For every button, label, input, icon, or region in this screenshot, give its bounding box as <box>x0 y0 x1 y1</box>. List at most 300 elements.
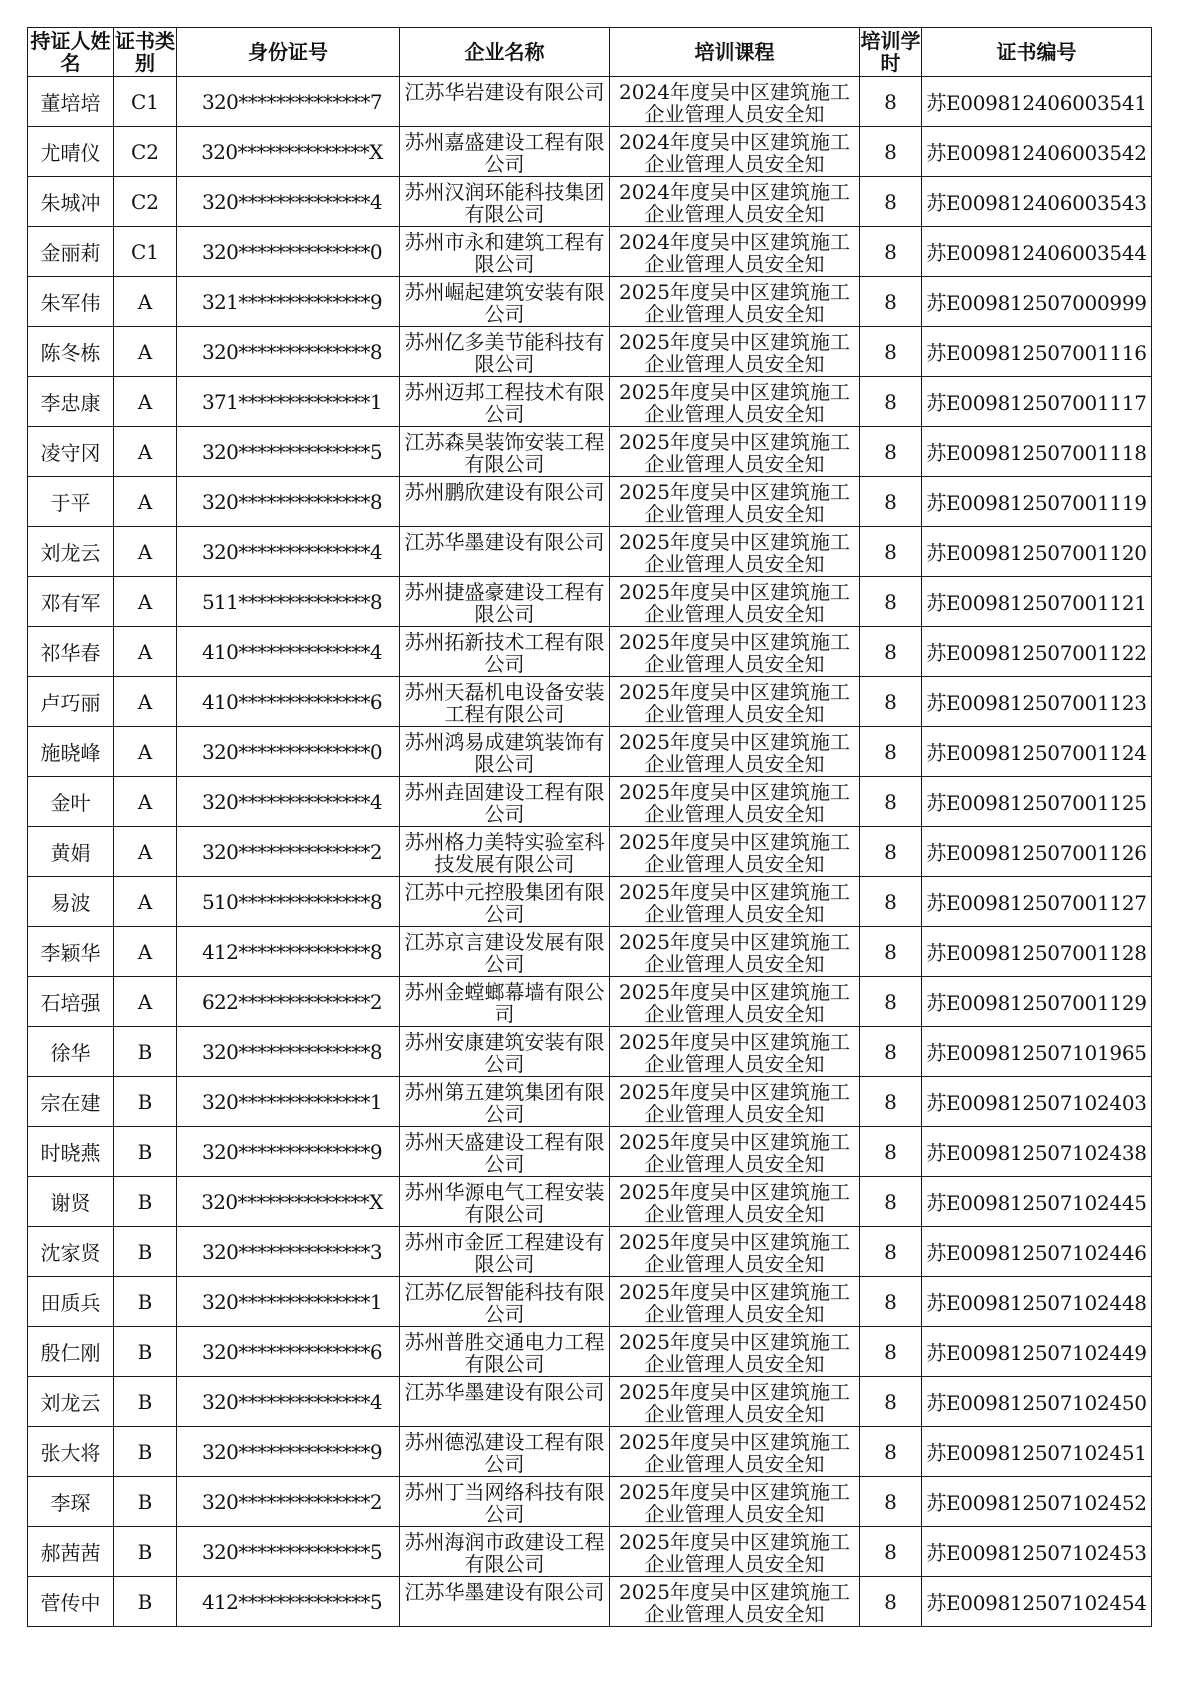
cell-hours: 8 <box>860 477 922 527</box>
cell-hours: 8 <box>860 77 922 127</box>
cell-name: 李颖华 <box>28 927 114 977</box>
cell-company-text: 江苏华墨建设有限公司 <box>404 530 605 554</box>
cell-cert-class: B <box>114 1327 177 1377</box>
cell-hours: 8 <box>860 1377 922 1427</box>
cell-company <box>400 627 610 677</box>
cell-hours: 8 <box>860 1527 922 1577</box>
cell-cert-class: A <box>114 627 177 677</box>
cell-id-number: 320**************9 <box>177 1427 400 1477</box>
cell-name: 朱军伟 <box>28 277 114 327</box>
header-row <box>28 28 1152 77</box>
cell-course-text: 2025年度吴中区建筑施工企业管理人员安全知 <box>619 1430 850 1475</box>
cell-hours: 8 <box>860 677 922 727</box>
table-row <box>28 1227 1152 1277</box>
table-row <box>28 1327 1152 1377</box>
cell-company-text: 苏州德泓建设工程有限公司 <box>404 1430 605 1475</box>
cell-course <box>610 127 860 177</box>
cell-id-number: 320**************X <box>177 127 400 177</box>
cell-course-text: 2025年度吴中区建筑施工企业管理人员安全知 <box>619 980 850 1025</box>
table-row <box>28 177 1152 227</box>
cell-id-number: 320**************2 <box>177 1477 400 1527</box>
cell-id-number: 320**************4 <box>177 527 400 577</box>
cell-cert-class: C2 <box>114 177 177 227</box>
cell-course-text: 2025年度吴中区建筑施工企业管理人员安全知 <box>619 780 850 825</box>
cell-cert-class: A <box>114 927 177 977</box>
cell-company-text: 苏州鸿易成建筑装饰有限公司 <box>404 730 605 775</box>
header-id-number: 身份证号 <box>177 28 400 77</box>
cell-company <box>400 1227 610 1277</box>
cell-company <box>400 1527 610 1577</box>
cell-company <box>400 577 610 627</box>
cell-name: 徐华 <box>28 1027 114 1077</box>
table-row <box>28 877 1152 927</box>
cell-company-text: 江苏华岩建设有限公司 <box>404 80 605 104</box>
cell-id-number: 320**************0 <box>177 227 400 277</box>
cell-name: 李琛 <box>28 1477 114 1527</box>
cell-course-text: 2025年度吴中区建筑施工企业管理人员安全知 <box>619 630 850 675</box>
cell-course-text: 2025年度吴中区建筑施工企业管理人员安全知 <box>619 1330 850 1375</box>
cell-cert-no: 苏E009812507102450 <box>922 1377 1152 1427</box>
cell-name: 刘龙云 <box>28 1377 114 1427</box>
cell-id-number: 320**************4 <box>177 777 400 827</box>
cell-id-number: 320**************4 <box>177 177 400 227</box>
cell-cert-no: 苏E009812507102453 <box>922 1527 1152 1577</box>
cell-cert-no: 苏E009812507102448 <box>922 1277 1152 1327</box>
cell-course-text: 2025年度吴中区建筑施工企业管理人员安全知 <box>619 1530 850 1575</box>
table-row <box>28 477 1152 527</box>
cell-company <box>400 777 610 827</box>
cell-course-text: 2024年度吴中区建筑施工企业管理人员安全知 <box>619 180 850 225</box>
cell-company <box>400 977 610 1027</box>
cell-course-text: 2025年度吴中区建筑施工企业管理人员安全知 <box>619 280 850 325</box>
cell-cert-class: B <box>114 1177 177 1227</box>
cell-cert-class: B <box>114 1027 177 1077</box>
cell-cert-class: B <box>114 1277 177 1327</box>
cell-cert-class: C1 <box>114 77 177 127</box>
cell-company-text: 江苏亿辰智能科技有限公司 <box>404 1280 605 1325</box>
cell-hours: 8 <box>860 127 922 177</box>
cell-name: 邓有军 <box>28 577 114 627</box>
cell-hours: 8 <box>860 1327 922 1377</box>
cell-course <box>610 527 860 577</box>
cell-cert-class: C1 <box>114 227 177 277</box>
cell-name: 黄娟 <box>28 827 114 877</box>
cell-cert-class: B <box>114 1377 177 1427</box>
cell-cert-no: 苏E009812507001120 <box>922 527 1152 577</box>
cell-id-number: 412**************8 <box>177 927 400 977</box>
table-row <box>28 827 1152 877</box>
cell-name: 施晓峰 <box>28 727 114 777</box>
cell-course <box>610 1027 860 1077</box>
table-row <box>28 527 1152 577</box>
cell-course <box>610 1227 860 1277</box>
cell-company <box>400 1377 610 1427</box>
cell-hours: 8 <box>860 277 922 327</box>
cell-cert-no: 苏E009812507001122 <box>922 627 1152 677</box>
cell-course-text: 2025年度吴中区建筑施工企业管理人员安全知 <box>619 930 850 975</box>
cell-company-text: 苏州拓新技术工程有限公司 <box>404 630 605 675</box>
cell-company <box>400 927 610 977</box>
cell-company-text: 苏州华源电气工程安装有限公司 <box>404 1180 605 1225</box>
cell-course-text: 2025年度吴中区建筑施工企业管理人员安全知 <box>619 1280 850 1325</box>
table-row <box>28 777 1152 827</box>
cell-course <box>610 1577 860 1627</box>
cell-course <box>610 1277 860 1327</box>
cell-company <box>400 677 610 727</box>
cell-cert-class: B <box>114 1527 177 1577</box>
cell-name: 易波 <box>28 877 114 927</box>
cell-company-text: 苏州嘉盛建设工程有限公司 <box>404 130 605 175</box>
cell-id-number: 320**************7 <box>177 77 400 127</box>
cell-id-number: 510**************8 <box>177 877 400 927</box>
cell-company-text: 苏州海润市政建设工程有限公司 <box>404 1530 605 1575</box>
cell-name: 董培培 <box>28 77 114 127</box>
cell-company-text: 苏州鹏欣建设有限公司 <box>404 480 605 504</box>
cell-company <box>400 827 610 877</box>
cell-cert-no: 苏E009812507102438 <box>922 1127 1152 1177</box>
cell-company <box>400 377 610 427</box>
cell-company-text: 江苏森昊装饰安装工程有限公司 <box>404 430 605 475</box>
cell-company <box>400 477 610 527</box>
table-row <box>28 277 1152 327</box>
cell-course <box>610 627 860 677</box>
cell-cert-no: 苏E009812406003543 <box>922 177 1152 227</box>
cell-company-text: 苏州安康建筑安装有限公司 <box>404 1030 605 1075</box>
cell-name: 谢贤 <box>28 1177 114 1227</box>
cell-company <box>400 77 610 127</box>
header-cert-class: 证书类别 <box>115 29 175 75</box>
cell-company-text: 苏州亿多美节能科技有限公司 <box>404 330 605 375</box>
cell-company-text: 江苏京言建设发展有限公司 <box>404 930 605 975</box>
cell-company <box>400 1127 610 1177</box>
cell-cert-no: 苏E009812406003544 <box>922 227 1152 277</box>
cell-cert-no: 苏E009812507001125 <box>922 777 1152 827</box>
cell-cert-class: B <box>114 1477 177 1527</box>
cell-name: 卢巧丽 <box>28 677 114 727</box>
cell-cert-class: A <box>114 777 177 827</box>
cell-course <box>610 1127 860 1177</box>
cell-company <box>400 1277 610 1327</box>
table-row <box>28 1377 1152 1427</box>
cell-name: 于平 <box>28 477 114 527</box>
cell-hours: 8 <box>860 227 922 277</box>
table-row <box>28 1077 1152 1127</box>
table-row <box>28 1477 1152 1527</box>
header-hours: 培训学时 <box>860 29 921 75</box>
cell-course-text: 2024年度吴中区建筑施工企业管理人员安全知 <box>619 80 850 125</box>
cell-name: 石培强 <box>28 977 114 1027</box>
cell-name: 张大将 <box>28 1427 114 1477</box>
cell-course <box>610 1327 860 1377</box>
cell-id-number: 320**************9 <box>177 1127 400 1177</box>
cell-course-text: 2025年度吴中区建筑施工企业管理人员安全知 <box>619 580 850 625</box>
table-row <box>28 377 1152 427</box>
cell-course <box>610 1377 860 1427</box>
cell-course <box>610 77 860 127</box>
cell-cert-no: 苏E009812406003541 <box>922 77 1152 127</box>
cell-cert-no: 苏E009812507102452 <box>922 1477 1152 1527</box>
header-name: 持证人姓名 <box>28 28 114 77</box>
cell-company-text: 苏州丁当网络科技有限公司 <box>404 1480 605 1525</box>
table-row <box>28 627 1152 677</box>
cell-id-number: 320**************X <box>177 1177 400 1227</box>
cell-course <box>610 1177 860 1227</box>
cell-cert-no: 苏E009812507001117 <box>922 377 1152 427</box>
cell-company <box>400 877 610 927</box>
cell-hours: 8 <box>860 1177 922 1227</box>
cell-hours: 8 <box>860 977 922 1027</box>
cell-hours: 8 <box>860 1127 922 1177</box>
cell-cert-class: A <box>114 727 177 777</box>
cell-hours: 8 <box>860 177 922 227</box>
cell-id-number: 320**************1 <box>177 1277 400 1327</box>
table-body <box>28 77 1152 1627</box>
table-row <box>28 1427 1152 1477</box>
cell-course <box>610 327 860 377</box>
table-row <box>28 677 1152 727</box>
cell-hours: 8 <box>860 577 922 627</box>
cell-course-text: 2025年度吴中区建筑施工企业管理人员安全知 <box>619 1180 850 1225</box>
cell-id-number: 371**************1 <box>177 377 400 427</box>
cell-company <box>400 527 610 577</box>
cell-course <box>610 977 860 1027</box>
cell-company <box>400 1577 610 1627</box>
cell-course-text: 2025年度吴中区建筑施工企业管理人员安全知 <box>619 530 850 575</box>
table-row <box>28 1127 1152 1177</box>
cell-id-number: 412**************5 <box>177 1577 400 1627</box>
cell-course-text: 2025年度吴中区建筑施工企业管理人员安全知 <box>619 1380 850 1425</box>
cell-company-text: 苏州金螳螂幕墙有限公司 <box>404 980 605 1025</box>
cell-id-number: 320**************5 <box>177 1527 400 1577</box>
cell-company <box>400 277 610 327</box>
cell-hours: 8 <box>860 1227 922 1277</box>
cell-company-text: 苏州格力美特实验室科技发展有限公司 <box>404 830 605 875</box>
cell-hours: 8 <box>860 727 922 777</box>
cell-cert-no: 苏E009812507001118 <box>922 427 1152 477</box>
cell-course <box>610 827 860 877</box>
cell-company <box>400 1077 610 1127</box>
cell-course <box>610 477 860 527</box>
cell-id-number: 320**************1 <box>177 1077 400 1127</box>
cell-course-text: 2025年度吴中区建筑施工企业管理人员安全知 <box>619 830 850 875</box>
cell-cert-class: C2 <box>114 127 177 177</box>
cell-course-text: 2025年度吴中区建筑施工企业管理人员安全知 <box>619 1130 850 1175</box>
cell-company <box>400 1177 610 1227</box>
cell-cert-no: 苏E009812507102449 <box>922 1327 1152 1377</box>
cell-cert-class: A <box>114 677 177 727</box>
cell-cert-no: 苏E009812507001116 <box>922 327 1152 377</box>
cell-company <box>400 1477 610 1527</box>
cell-company <box>400 1327 610 1377</box>
cell-company-text: 江苏华墨建设有限公司 <box>404 1380 605 1404</box>
header-company: 企业名称 <box>400 28 610 77</box>
cell-course <box>610 427 860 477</box>
cell-course <box>610 727 860 777</box>
cell-course <box>610 927 860 977</box>
cell-course <box>610 677 860 727</box>
table-row <box>28 727 1152 777</box>
cell-company <box>400 427 610 477</box>
cell-cert-no: 苏E009812507001121 <box>922 577 1152 627</box>
cell-cert-class: A <box>114 427 177 477</box>
cell-name: 凌守冈 <box>28 427 114 477</box>
cell-name: 祁华春 <box>28 627 114 677</box>
cell-id-number: 320**************2 <box>177 827 400 877</box>
cell-name: 尤晴仪 <box>28 127 114 177</box>
cell-company-text: 苏州第五建筑集团有限公司 <box>404 1080 605 1125</box>
cell-company-text: 苏州垚固建设工程有限公司 <box>404 780 605 825</box>
cell-cert-class: B <box>114 1127 177 1177</box>
cell-name: 沈家贤 <box>28 1227 114 1277</box>
cell-name: 郝茜茜 <box>28 1527 114 1577</box>
table-row <box>28 1027 1152 1077</box>
cell-cert-class: B <box>114 1077 177 1127</box>
cell-company-text: 苏州普胜交通电力工程有限公司 <box>404 1330 605 1375</box>
cell-cert-no: 苏E009812507001129 <box>922 977 1152 1027</box>
cell-name: 田质兵 <box>28 1277 114 1327</box>
header-course: 培训课程 <box>610 28 860 77</box>
cell-hours: 8 <box>860 827 922 877</box>
cell-hours: 8 <box>860 377 922 427</box>
cell-company-text: 苏州天磊机电设备安装工程有限公司 <box>404 680 605 725</box>
cell-cert-no: 苏E009812507001119 <box>922 477 1152 527</box>
cell-company <box>400 1427 610 1477</box>
cell-id-number: 321**************9 <box>177 277 400 327</box>
cell-id-number: 320**************6 <box>177 1327 400 1377</box>
cell-name: 陈冬栋 <box>28 327 114 377</box>
cell-name: 金丽莉 <box>28 227 114 277</box>
cell-id-number: 410**************6 <box>177 677 400 727</box>
cell-course <box>610 1427 860 1477</box>
cell-course <box>610 227 860 277</box>
cell-company <box>400 127 610 177</box>
table-row <box>28 127 1152 177</box>
cell-company <box>400 177 610 227</box>
cell-course-text: 2025年度吴中区建筑施工企业管理人员安全知 <box>619 680 850 725</box>
cell-name: 时晓燕 <box>28 1127 114 1177</box>
table-row <box>28 577 1152 627</box>
cell-id-number: 320**************8 <box>177 477 400 527</box>
cell-cert-no: 苏E009812507001124 <box>922 727 1152 777</box>
cell-hours: 8 <box>860 1577 922 1627</box>
table-row <box>28 1277 1152 1327</box>
cell-name: 宗在建 <box>28 1077 114 1127</box>
table-row <box>28 1527 1152 1577</box>
cell-cert-no: 苏E009812507101965 <box>922 1027 1152 1077</box>
cell-hours: 8 <box>860 1027 922 1077</box>
cell-hours: 8 <box>860 877 922 927</box>
cell-cert-no: 苏E009812507102454 <box>922 1577 1152 1627</box>
cell-course <box>610 1527 860 1577</box>
cell-cert-class: A <box>114 277 177 327</box>
cell-cert-no: 苏E009812507102403 <box>922 1077 1152 1127</box>
table-header <box>28 28 1152 77</box>
cell-hours: 8 <box>860 1427 922 1477</box>
cell-hours: 8 <box>860 1277 922 1327</box>
cell-course <box>610 277 860 327</box>
cell-course-text: 2025年度吴中区建筑施工企业管理人员安全知 <box>619 430 850 475</box>
cell-cert-class: A <box>114 327 177 377</box>
table-row <box>28 977 1152 1027</box>
cell-id-number: 320**************3 <box>177 1227 400 1277</box>
cell-cert-no: 苏E009812507001128 <box>922 927 1152 977</box>
cell-company-text: 苏州崛起建筑安装有限公司 <box>404 280 605 325</box>
cell-cert-class: A <box>114 527 177 577</box>
cell-course <box>610 877 860 927</box>
cell-cert-no: 苏E009812406003542 <box>922 127 1152 177</box>
cell-cert-class: A <box>114 977 177 1027</box>
cell-company-text: 江苏中元控股集团有限公司 <box>404 880 605 925</box>
cell-hours: 8 <box>860 777 922 827</box>
cell-hours: 8 <box>860 327 922 377</box>
cell-company-text: 苏州捷盛豪建设工程有限公司 <box>404 580 605 625</box>
cell-cert-class: A <box>114 877 177 927</box>
cell-course-text: 2025年度吴中区建筑施工企业管理人员安全知 <box>619 1030 850 1075</box>
cell-course-text: 2025年度吴中区建筑施工企业管理人员安全知 <box>619 480 850 525</box>
cell-course-text: 2025年度吴中区建筑施工企业管理人员安全知 <box>619 1080 850 1125</box>
cell-company-text: 苏州天盛建设工程有限公司 <box>404 1130 605 1175</box>
cell-company <box>400 727 610 777</box>
table-row <box>28 427 1152 477</box>
cell-id-number: 622**************2 <box>177 977 400 1027</box>
cell-course-text: 2024年度吴中区建筑施工企业管理人员安全知 <box>619 230 850 275</box>
cell-cert-no: 苏E009812507102445 <box>922 1177 1152 1227</box>
table-row <box>28 327 1152 377</box>
cell-name: 朱城冲 <box>28 177 114 227</box>
cell-cert-class: A <box>114 827 177 877</box>
table-row <box>28 1577 1152 1627</box>
cell-cert-no: 苏E009812507102446 <box>922 1227 1152 1277</box>
cell-cert-no: 苏E009812507001126 <box>922 827 1152 877</box>
cell-name: 金叶 <box>28 777 114 827</box>
cell-course <box>610 1477 860 1527</box>
cell-hours: 8 <box>860 1477 922 1527</box>
cell-cert-class: B <box>114 1577 177 1627</box>
cell-course-text: 2025年度吴中区建筑施工企业管理人员安全知 <box>619 1480 850 1525</box>
cell-company-text: 苏州市金匠工程建设有限公司 <box>404 1230 605 1275</box>
cell-cert-no: 苏E009812507001123 <box>922 677 1152 727</box>
cell-cert-no: 苏E009812507001127 <box>922 877 1152 927</box>
cell-cert-class: B <box>114 1427 177 1477</box>
cell-cert-no: 苏E009812507000999 <box>922 277 1152 327</box>
cell-course <box>610 777 860 827</box>
cell-cert-no: 苏E009812507102451 <box>922 1427 1152 1477</box>
cell-cert-class: A <box>114 477 177 527</box>
cell-hours: 8 <box>860 1077 922 1127</box>
table-row <box>28 77 1152 127</box>
cell-course <box>610 177 860 227</box>
cell-hours: 8 <box>860 527 922 577</box>
cell-id-number: 511**************8 <box>177 577 400 627</box>
cell-hours: 8 <box>860 927 922 977</box>
cell-company <box>400 327 610 377</box>
cell-id-number: 320**************5 <box>177 427 400 477</box>
cell-id-number: 320**************8 <box>177 1027 400 1077</box>
cell-course <box>610 577 860 627</box>
table-row <box>28 927 1152 977</box>
cell-cert-class: A <box>114 377 177 427</box>
cell-id-number: 320**************4 <box>177 1377 400 1427</box>
cell-name: 刘龙云 <box>28 527 114 577</box>
cell-name: 李忠康 <box>28 377 114 427</box>
cell-name: 殷仁刚 <box>28 1327 114 1377</box>
cell-course-text: 2025年度吴中区建筑施工企业管理人员安全知 <box>619 330 850 375</box>
cell-id-number: 320**************8 <box>177 327 400 377</box>
cell-company <box>400 1027 610 1077</box>
cell-course <box>610 377 860 427</box>
cell-company-text: 江苏华墨建设有限公司 <box>404 1580 605 1604</box>
cell-course-text: 2025年度吴中区建筑施工企业管理人员安全知 <box>619 1580 850 1625</box>
